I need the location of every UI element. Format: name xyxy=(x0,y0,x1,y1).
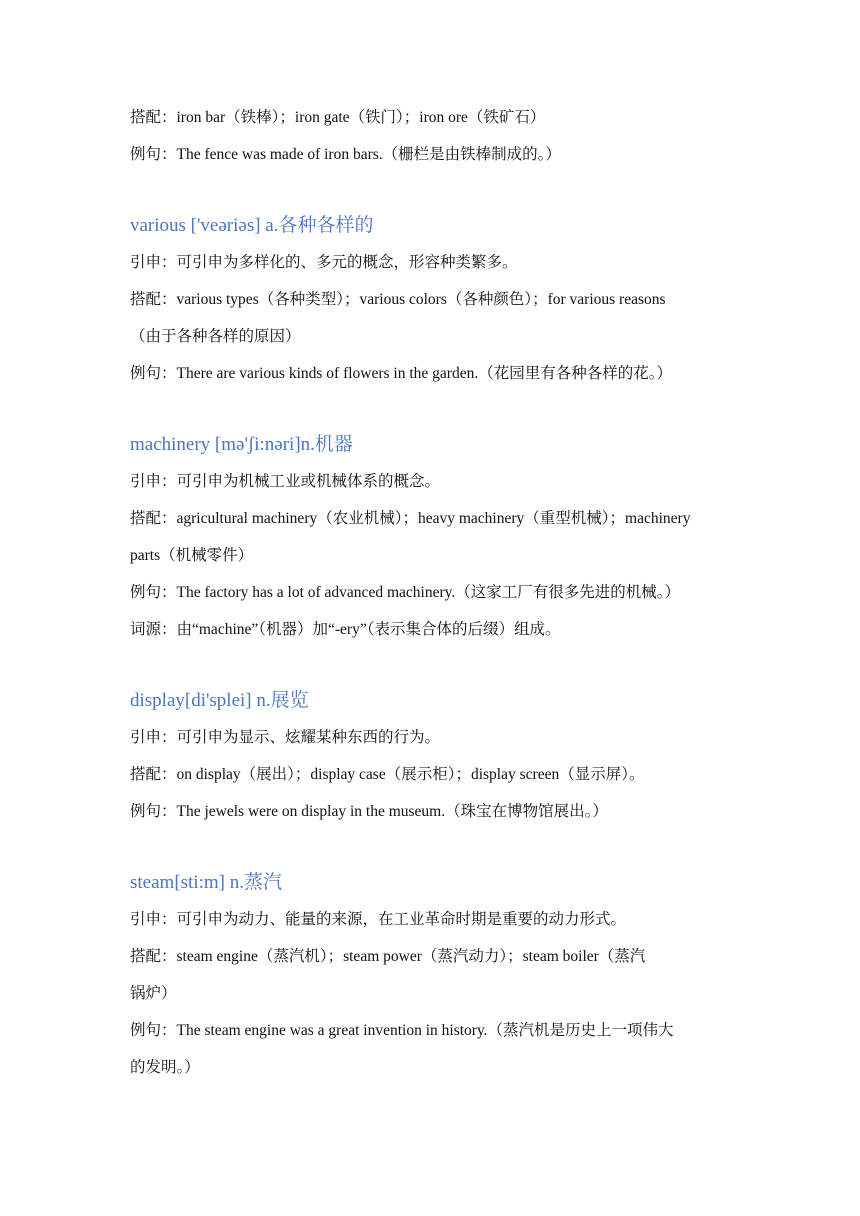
various-example: 例句：There are various kinds of flowers in the garden.（花园里有各种各样的花。） xyxy=(130,365,672,382)
various-collocation-cont: （由于各种各样的原因） xyxy=(130,328,301,345)
display-extension: 引申：可引申为显示、炫耀某种东西的行为。 xyxy=(130,729,441,746)
machinery-collocation: 搭配：agricultural machinery（农业机械）；heavy machinery（重型机械）；machinery xyxy=(130,510,691,527)
entry-various xyxy=(130,208,742,392)
steam-extension: 引申：可引申为动力、能量的来源，在工业革命时期是重要的动力形式。 xyxy=(130,911,627,928)
machinery-etymology: 词源：由“machine”（机器）加“-ery”（表示集合体的后缀）组成。 xyxy=(130,621,561,638)
headword-various: various ['veəriəs] a.各种各样的 xyxy=(130,215,374,236)
headword-machinery: machinery [mə'ʃi:nəri]n.机器 xyxy=(130,434,353,455)
document-content xyxy=(130,99,742,1086)
display-example: 例句：The jewels were on display in the museum.（珠宝在博物馆展出。） xyxy=(130,803,608,820)
steam-example-cont: 的发明。） xyxy=(130,1059,200,1076)
various-collocation: 搭配：various types（各种类型）；various colors（各种颜色）；for various reasons xyxy=(130,291,666,308)
entry-machinery xyxy=(130,427,742,648)
machinery-example: 例句：The factory has a lot of advanced machinery.（这家工厂有很多先进的机械。） xyxy=(130,584,680,601)
machinery-extension: 引申：可引申为机械工业或机械体系的概念。 xyxy=(130,473,441,490)
iron-block xyxy=(130,99,742,173)
display-collocation: 搭配：on display（展出）；display case（展示柜）；display screen（显示屏）。 xyxy=(130,766,645,783)
various-extension: 引申：可引申为多样化的、多元的概念，形容种类繁多。 xyxy=(130,254,518,271)
steam-collocation: 搭配：steam engine（蒸汽机）；steam power（蒸汽动力）；steam boiler（蒸汽 xyxy=(130,948,646,965)
headword-steam: steam[sti:m] n.蒸汽 xyxy=(130,872,282,893)
machinery-collocation-cont: parts（机械零件） xyxy=(130,547,254,564)
entry-display xyxy=(130,683,742,830)
iron-example: 例句：The fence was made of iron bars.（栅栏是由铁棒制成的。） xyxy=(130,146,561,163)
entry-steam xyxy=(130,865,742,1086)
iron-collocation: 搭配：iron bar（铁棒）；iron gate（铁门）；iron ore（铁矿石） xyxy=(130,109,546,126)
headword-display: display[di'splei] n.展览 xyxy=(130,690,309,711)
steam-collocation-cont: 锅炉） xyxy=(130,985,177,1002)
steam-example: 例句：The steam engine was a great invention in history.（蒸汽机是历史上一项伟大 xyxy=(130,1022,674,1039)
